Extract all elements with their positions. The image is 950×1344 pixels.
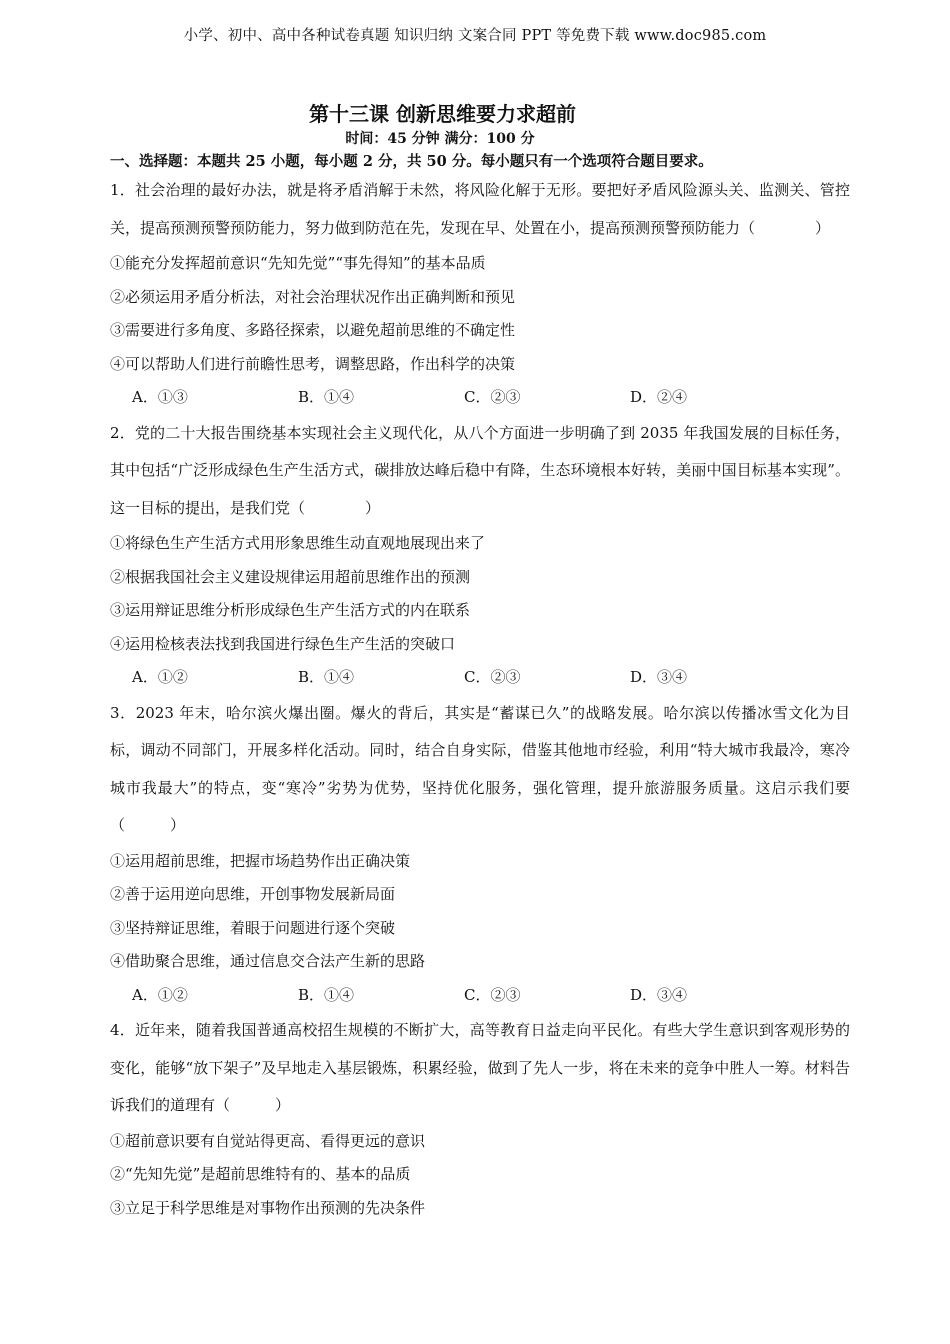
question-stem: 2．党的二十大报告围绕基本实现社会主义现代化，从八个方面进一步明确了到 2035 年我国发展的目标任务，其中包括“广泛形成绿色生产生活方式，碳排放达峰后稳中有降，生态环境根本好转，美丽中国目标基本实现”。这一目标的提出，是我们党（ ）: [110, 423, 850, 517]
choice-b[interactable]: B．①④: [298, 668, 355, 686]
question-2: [110, 415, 850, 695]
choice-c[interactable]: C．②③: [464, 668, 521, 686]
answer-choices: [110, 381, 850, 415]
page-title: 第十三课 创新思维要力求超前: [309, 102, 576, 126]
question-3: [110, 695, 850, 1013]
statement-4: ④运用检核表法找到我国进行绿色生产生活的突破口: [110, 634, 456, 653]
question-1: [110, 172, 850, 415]
question-stem: 3．2023 年末，哈尔滨火爆出圈。爆火的背后，其实是“蓄谋已久”的战略发展。哈尔滨以传播冰雪文化为目标，调动不同部门，开展多样化活动。同时，结合自身实际，借鉴其他地市经验，利用“特大城市我最冷，寒冷城市我最大”的特点，变“寒冷”劣势为优势，坚持优化服务，强化管理，提升旅游服务质量。这启示我们要（ ）: [110, 703, 850, 834]
question-4: [110, 1012, 850, 1225]
statement-2: ②根据我国社会主义建设规律运用超前思维作出的预测: [110, 567, 471, 586]
choice-d[interactable]: D．③④: [630, 668, 688, 686]
statement-3: ③运用辩证思维分析形成绿色生产生活方式的内在联系: [110, 601, 471, 619]
question-list: [110, 172, 850, 1225]
choice-d[interactable]: D．②④: [630, 388, 688, 406]
choice-b[interactable]: B．①④: [298, 388, 355, 406]
statement-1: ①超前意识要有自觉站得更高、看得更远的意识: [110, 1131, 426, 1150]
answer-choices: [110, 661, 850, 695]
section-heading: 一、选择题：本题共 25 小题，每小题 2 分，共 50 分。每小题只有一个选项符合题目要求。: [110, 153, 713, 170]
statement-1: ①运用超前思维，把握市场趋势作出正确决策: [110, 851, 411, 870]
statement-1: ①能充分发挥超前意识“先知先觉”“事先得知”的基本品质: [110, 254, 486, 272]
statement-1: ①将绿色生产生活方式用形象思维生动直观地展现出来了: [110, 534, 486, 552]
choice-a[interactable]: A．①③: [132, 388, 188, 406]
statement-3: ③需要进行多角度、多路径探索，以避免超前思维的不确定性: [110, 321, 516, 339]
choice-c[interactable]: C．②③: [464, 388, 521, 406]
choice-d[interactable]: D．③④: [630, 985, 688, 1004]
statement-3: ③立足于科学思维是对事物作出预测的先决条件: [110, 1198, 426, 1217]
statement-2: ②必须运用矛盾分析法，对社会治理状况作出正确判断和预见: [110, 287, 516, 306]
choice-a[interactable]: A．①②: [132, 985, 188, 1004]
choice-a[interactable]: A．①②: [132, 668, 188, 686]
statement-2: ②“先知先觉”是超前思维特有的、基本的品质: [110, 1165, 411, 1183]
statement-3: ③坚持辩证思维，着眼于问题进行逐个突破: [110, 918, 396, 937]
statement-4: ④可以帮助人们进行前瞻性思考，调整思路，作出科学的决策: [110, 354, 516, 373]
page-header: 小学、初中、高中各种试卷真题 知识归纳 文案合同 PPT 等免费下载 www.doc985.com: [183, 28, 767, 44]
exam-info: 时间：45 分钟 满分：100 分: [345, 131, 535, 147]
choice-b[interactable]: B．①④: [298, 985, 355, 1004]
statement-4: ④借助聚合思维，通过信息交合法产生新的思路: [110, 952, 426, 970]
statement-2: ②善于运用逆向思维，开创事物发展新局面: [110, 885, 396, 903]
choice-c[interactable]: C．②③: [464, 985, 521, 1004]
question-stem: 1．社会治理的最好办法，就是将矛盾消解于未然，将风险化解于无形。要把好矛盾风险源头关、监测关、管控关，提高预测预警预防能力，努力做到防范在先，发现在早、处置在小，提高预测预警预防能力（ ）: [110, 181, 850, 237]
answer-choices: [110, 979, 850, 1013]
question-stem: 4．近年来，随着我国普通高校招生规模的不断扩大，高等教育日益走向平民化。有些大学生意识到客观形势的变化，能够“放下架子”及早地走入基层锻炼，积累经验，做到了先人一步，将在未来的竞争中胜人一筹。材料告诉我们的道理有（ ）: [110, 1021, 850, 1114]
